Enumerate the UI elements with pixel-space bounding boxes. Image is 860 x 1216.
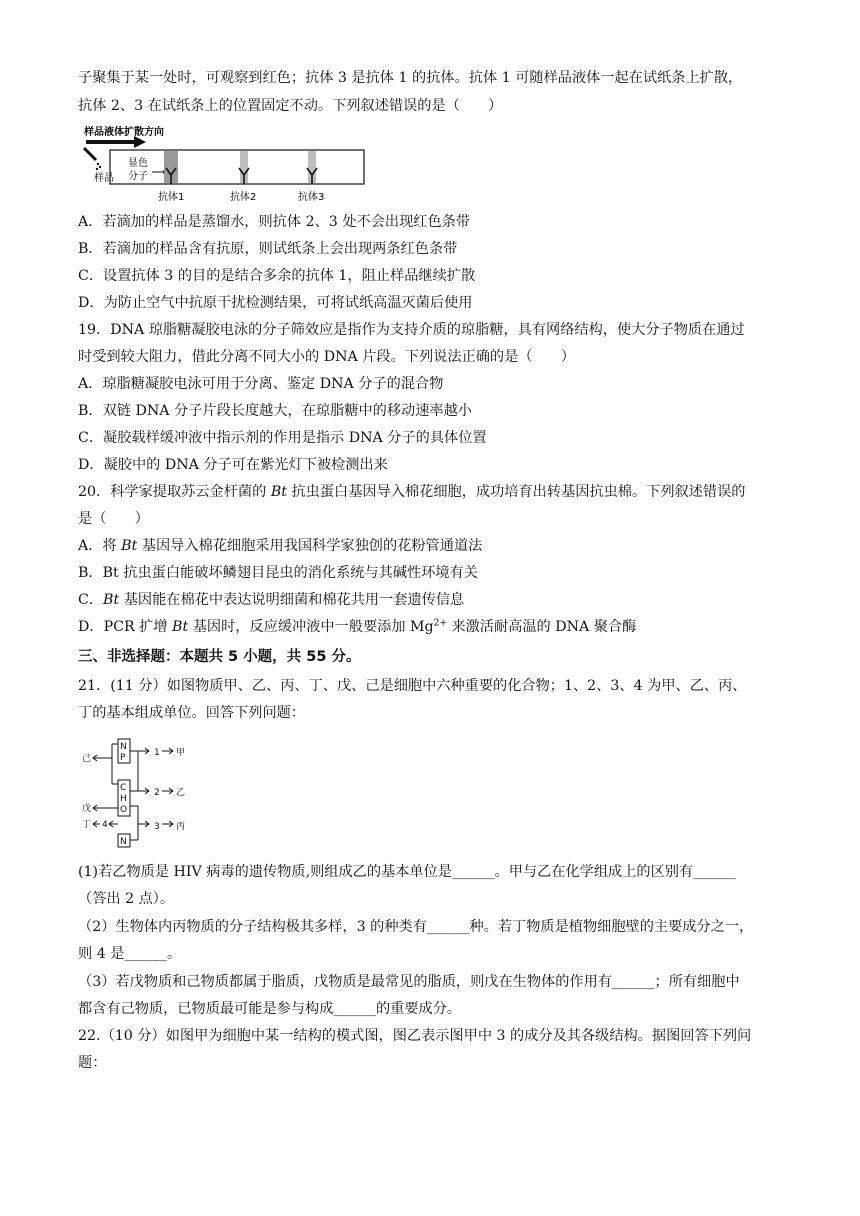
antibody2-label: 抗体2 <box>230 192 257 203</box>
q20-option-d <box>78 617 782 637</box>
q20-stem-part-b: 抗虫蛋白基因导入棉花细胞，成功培育出转基因抗虫棉。下列叙述错误的 <box>286 484 746 500</box>
section-3-heading: 三、非选择题：本题共 5 小题，共 55 分。 <box>78 649 361 665</box>
antibody1-label: 抗体1 <box>158 192 185 203</box>
test-strip-figure <box>80 124 370 208</box>
q20-option-a <box>78 536 782 556</box>
q18-stem-line2: 抗体 2、3 在试纸条上的位置固定不动。下列叙述错误的是（ ） <box>78 98 503 114</box>
q20-stem-line1 <box>78 482 782 502</box>
q20-option-a-text: 基因导入棉花细胞采用我国科学家独创的花粉管通道法 <box>137 538 483 554</box>
cho-box-o: O <box>120 805 128 815</box>
compound-element-diagram <box>82 736 202 852</box>
q20-option-c-prefix: C． <box>78 592 104 608</box>
q21-sub1-line2: （答出 2 点）。 <box>78 891 175 907</box>
label-wu: 戊 <box>82 804 92 814</box>
label-ji: 己 <box>82 754 92 764</box>
cho-box-c: C <box>120 783 127 793</box>
q20-option-d-text: 基因时，反应缓冲液中一般要添加 Mg <box>188 619 434 635</box>
n-box-n: N <box>120 837 127 847</box>
label-jia: 甲 <box>176 748 186 758</box>
dropper-icon <box>84 148 101 170</box>
q21-sub2-line1: （2）生物体内丙物质的分子结构极其多样，3 的种类有______种。若丁物质是植物细胞壁的主要成分之一， <box>78 919 754 935</box>
q21-sub1-line1: (1)若乙物质是 HIV 病毒的遗传物质,则组成乙的基本单位是______。甲与乙在化学组成上的区别有______ <box>78 864 736 880</box>
q19-option-c: C．凝胶载样缓冲液中指示剂的作用是指示 DNA 分子的具体位置 <box>78 430 487 446</box>
q18-stem-line1: 子聚集于某一处时，可观察到红色；抗体 3 是抗体 1 的抗体。抗体 1 可随样品液体一起在试纸条上扩散， <box>78 70 743 86</box>
q20-option-c-text: 基因能在棉花中表达说明细菌和棉花共用一套遗传信息 <box>119 592 465 608</box>
color-molecule-label-1: 显色 <box>128 158 148 169</box>
label-bing: 丙 <box>176 822 186 832</box>
q20-stem-part-a: 20．科学家提取苏云金杆菌的 <box>78 484 271 500</box>
q20-option-a-prefix: A．将 <box>78 538 122 554</box>
q20-option-c-bt: Bt <box>103 592 120 608</box>
q21-stem-line2: 丁的基本组成单位。回答下列问题： <box>78 705 306 721</box>
q19-stem-line2: 时受到较大阻力，借此分离不同大小的 DNA 片段。下列说法正确的是（ ） <box>78 349 576 365</box>
label-3: 3 <box>154 822 160 832</box>
q20-bt-italic: Bt <box>270 484 287 500</box>
q18-option-c: C．设置抗体 3 的目的是结合多余的抗体 1，阻止样品继续扩散 <box>78 268 476 284</box>
label-ding: 丁 <box>82 820 92 830</box>
cho-box-h: H <box>120 794 127 804</box>
diffusion-direction-label: 样品液体扩散方向 <box>84 127 164 138</box>
color-molecule-label-2: 分子 <box>128 171 148 182</box>
q20-option-d-tail: 来激活耐高温的 DNA 聚合酶 <box>446 619 637 635</box>
q18-option-b: B．若滴加的样品含有抗原，则试纸条上会出现两条红色条带 <box>78 241 458 257</box>
q19-option-d: D．凝胶中的 DNA 分子可在紫光灯下被检测出来 <box>78 457 388 473</box>
q18-option-a: A．若滴加的样品是蒸馏水，则抗体 2、3 处不会出现红色条带 <box>78 214 471 230</box>
q19-option-a: A．琼脂糖凝胶电泳可用于分离、鉴定 DNA 分子的混合物 <box>78 376 444 392</box>
mg-superscript: 2+ <box>433 618 447 629</box>
q22-stem-line2: 题： <box>78 1055 107 1071</box>
antibody3-label: 抗体3 <box>298 192 325 203</box>
label-yi: 乙 <box>176 788 186 798</box>
q20-option-d-bt: Bt <box>172 619 189 635</box>
sample-label: 样品 <box>94 173 114 184</box>
q21-sub2-line2: 则 4 是______。 <box>78 946 182 962</box>
q20-option-b: B．Bt 抗虫蛋白能破坏鳞翅目昆虫的消化系统与其碱性环境有关 <box>78 565 478 581</box>
q21-sub3-line2: 都含有己物质，已物质最可能是参与构成______的重要成分。 <box>78 1001 462 1017</box>
q19-option-b: B．双链 DNA 分子片段长度越大，在琼脂糖中的移动速率越小 <box>78 403 472 419</box>
q20-option-c <box>78 590 782 610</box>
np-box-n: N <box>120 742 127 752</box>
q20-stem-line2: 是（ ） <box>78 511 149 527</box>
q20-option-a-bt: Bt <box>121 538 138 554</box>
label-4: 4 <box>102 820 108 830</box>
label-2: 2 <box>154 788 160 798</box>
q19-stem-line1: 19．DNA 琼脂糖凝胶电泳的分子筛效应是指作为支持介质的琼脂糖，具有网络结构，使大分子物质在通过 <box>78 322 745 338</box>
np-box-p: P <box>120 753 126 763</box>
q21-sub3-line1: （3）若戊物质和己物质都属于脂质，戊物质是最常见的脂质，则戊在生物体的作用有______；所有细胞中 <box>78 974 740 990</box>
q20-option-d-prefix: D．PCR 扩增 <box>78 619 173 635</box>
q22-stem-line1: 22.（10 分）如图甲为细胞中某一结构的模式图，图乙表示图甲中 3 的成分及其各级结构。据图回答下列问 <box>78 1028 752 1044</box>
label-1: 1 <box>154 748 160 758</box>
q18-option-d: D．为防止空气中抗原干扰检测结果，可将试纸高温灭菌后使用 <box>78 295 473 311</box>
test-strip <box>110 150 364 184</box>
q21-stem-line1: 21．(11 分）如图物质甲、乙、丙、丁、戊、己是细胞中六种重要的化合物；1、2、3、4 为甲、乙、丙、 <box>78 678 747 694</box>
